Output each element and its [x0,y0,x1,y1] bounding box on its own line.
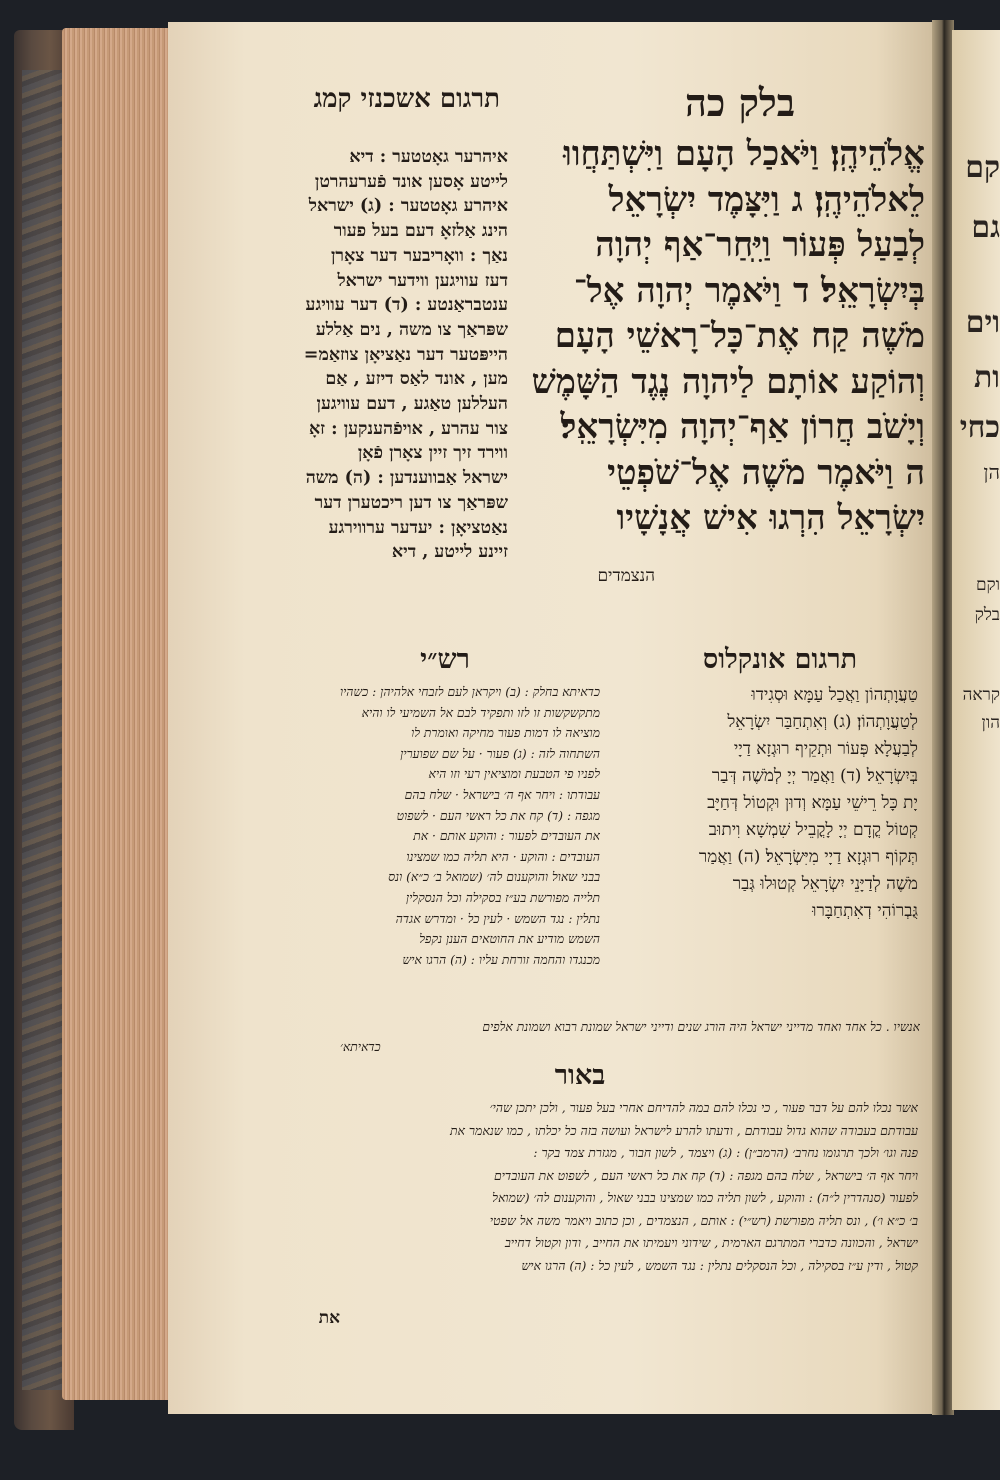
right-page-text: קם [965,150,1000,185]
rashi-line: בבני שאול והוקענום לה׳ (שמואל ב׳ כ״א) ונס [388,870,600,885]
rashi-line: לפניו פי הטבעת ומוציאין רעי וזו היא [428,767,600,782]
yiddish-line: לייטע אָסען אונד פֿערעהרטן [314,171,508,192]
rashi-line: מוציאה לו דמות פעור מחיקה ואומרת לו [411,726,600,741]
rashi-line: נתלין : נגד השמש · לעין כל · ומדרש אגדה [395,911,600,926]
torah-text-block [505,132,925,542]
biur-line: לפעור (סנהדרין ל״ה) : והוקע , לשון תליה כמו שמצינו בבני שאול , והוקענום לה׳ (שמואל [492,1190,918,1205]
rashi-line: השמש מודיע את החוטאים הענן נקפל [419,932,600,947]
right-page-text: הון [981,713,1000,733]
torah-line: יִשְׂרָאֵל הִרְגוּ אִישׁ אֲנָשָׁיו [616,498,925,538]
biur-line: פנה וגו׳ ולכך תרגומו נחרב׳ (הרמב״ן) : (ג) ויצמד , לשון חבור , מגזרת צמד בקר : [533,1145,918,1160]
biur-line: קטול , ודין ע״ז בסקילה , וכל הנסקלים נתלין : נגד השמש , לעין כל : (ה) הרגו איש [521,1257,918,1273]
torah-line: וְיָשֹׁב חֲרוֹן אַף־יְהוָה מִיִּשְׂרָאֵֽל׃ [560,407,925,447]
yiddish-line: מען , אונד לאַס דיזע , אַם [325,369,508,390]
onkelos-line: קְטוֹל קֳדָם יְיָ לָקֳבֵיל שִׁמְשָׁא וִיתוּב [708,820,918,840]
onkelos-heading: תרגום אונקלוס [702,644,858,675]
onkelos-text-block [600,682,918,925]
onkelos-line: טַעֲוָתְהוֹן וַאֲכַל עַמָּא וּסְגִידוּ [751,685,918,705]
torah-line: ה וַיֹּאמֶר מֹשֶׁה אֶל־שֹׁפְטֵי [607,452,925,493]
yiddish-line: הינג אַלזאָ דעם בעל פעור [333,221,508,242]
yiddish-line: נאַך : וואָריבער דער צאָרן [330,245,508,266]
yiddish-line: צור עהרע , אויפֿהענקען : זאָ [308,418,508,439]
yiddish-line: העללען טאַגע , דעם עוויגען [316,394,508,415]
yiddish-line: הייפּטער דער נאַציאָן צוזאַמ= [303,344,508,365]
torah-line: אֱלֹהֵיהֶֽן׃ וַיֹּאכַל הָעָם וַיִּשְׁתַּחֲווּ [563,134,925,174]
rashi-continuation [250,1017,920,1057]
yiddish-line: שפּראַך צו דען ריכטערן דער [314,492,508,513]
biur-line: עבודתם בעבודה שהוא גדול עבודתם , ודעתו להרע לישראל ועושה בזה כל יכלתו , כמו שנאמר את [449,1122,918,1138]
yiddish-line: ווירד זיך זיין צאָרן פֿאָן [357,443,508,464]
rashi-line: את העובדים לפעור : והוקע אותם · את [413,829,600,844]
yiddish-line: איהרע גאָטטער : (ג) ישראל [308,196,508,217]
right-page-text: וקם [975,575,1000,595]
right-page-text: הן [983,460,1000,484]
book-gutter [932,20,954,1415]
rashi-line: השתחוה לזה : (ג) פעור · על שם שפוערין [400,746,600,761]
onkelos-line: לְטַעֲוָתְהוֹן׃ (ג) וְאִתְחַבַּר יִשְׂרָאֵל [727,712,918,732]
onkelos-line: גֻּבְרוֹהִי דְאִתְחַבָּרוּ [812,901,918,921]
onkelos-line: יָת כָּל רֵישֵׁי עַמָּא וְדוּן וּקְטוֹל דְּחַיָּב [707,793,918,813]
biur-line: ישראל , והכוונה כדברי המתרגם הארמית , שידוני ויעמיתו את החייב , ודון וקטול דחייב [504,1235,918,1250]
torah-line: בְּיִשְׂרָאֵֽל׃ ד וַיֹּאמֶר יְהוָה אֶל־ [573,270,925,311]
right-page-text: וים [965,305,1000,340]
right-page-text: קראה [962,685,1000,705]
rashi-line: עבודתו : ויחר אף ה׳ בישראל · שלח בהם [404,787,600,802]
rashi-line: כדאיתא׳ [340,1040,381,1054]
yiddish-line: נאַטציאָן : יעדער ערווירגע [328,517,508,538]
rashi-line: מגפה : (ד) קח את כל ראשי העם · לשפוט [396,808,600,823]
rashi-line: אנשיו . כל אחד ואחד מדייני ישראל היה הורג שנים ודייני ישראל שמונת רבוא ושמונת אלפים [482,1020,920,1034]
biur-line: ב׳ כ״א ו׳) , ונס תליה מפורשת (רש״י) : אותם , הנצמדים , וכן כתוב ויאמר משה אל שפטי [489,1212,918,1228]
torah-line: לֵאלֹהֵיהֶֽן׃ ג וַיִּצָּמֶד יִשְׂרָאֵל [608,179,925,220]
right-page-text: כחי [959,410,1000,445]
rashi-line: העובדים : והוקע · היא תליה כמו שמצינו [406,849,600,864]
targum-page-heading: תרגום אשכנזי קמג [313,84,500,114]
catchword: את [318,1308,340,1328]
page-edges [62,28,170,1400]
onkelos-line: בְּיִשְׂרָאֵל׃ (ד) וַאֲמַר יְיָ לְמֹשֶׁה דְּבַר [711,766,918,786]
torah-line: לְבַעַל פְּעוֹר וַיִּֽחַר־אַף יְהוָה [595,225,925,265]
biur-line: ויחר אף ה׳ בישראל , שלח בהם מגפה : (ד) קח את כל ראשי העם , לשפוט את העובדים [493,1167,918,1183]
rashi-line: מתקשקשות זו לזו ותפקיד לבם אל השמיעי לו והיא [361,705,600,720]
biur-line: אשר נכלו להם על דבר פעור , כי נכלו להם במה להדיחם אחרי בעל פעור , ולכן יתכן שהי׳ [489,1100,918,1115]
rashi-line: מכנגדו והחמה זורחת עליו : (ה) הרגו איש [402,952,600,967]
torah-line: וְהוֹקַע אוֹתָם לַיהוָה נֶגֶד הַשָּׁמֶשׁ [531,361,925,402]
right-page-text: בלק [974,605,1000,625]
yiddish-line: ענטבראַנטע : (ד) דער עוויגע [305,295,508,316]
yiddish-translation-block [255,145,508,565]
rashi-line: תלייה מפורשת בע״ז בסקילה וכל הנסקלין [405,890,600,905]
right-page-text: גם [971,210,1000,245]
yiddish-line: איהרער גאָטטער : דיא [349,147,508,167]
onkelos-line: לְבַעֲלָא פְּעוֹר וּתְקֵיף רוּגְזָא דַיָי [733,739,918,759]
yiddish-line: שפּראַך צו משה , נים אַללע [315,319,508,340]
rashi-line: כדאיתא בחלק : (ב) ויקראן לעם לזבחי אלהיהן : כשהיו [339,685,600,699]
yiddish-line: זיינע לייטע , דיא [391,542,508,563]
rashi-commentary-block [250,682,600,970]
biur-commentary-block [240,1097,918,1277]
torah-line: מֹשֶׁה קַח אֶת־כָּל־רָאשֵׁי הָעָם [554,316,925,356]
biur-heading: באור [554,1060,606,1091]
parsha-page-heading: בלק כה [684,80,796,125]
right-page-text: ות [974,360,1000,395]
torah-marginal-note: הנצמדים [597,566,655,586]
right-page-fragment [952,30,1000,1410]
onkelos-line: תְּקוֹף רוּגְזָא דַיָי מִיִּשְׂרָאֵל׃ (ה) וַאֲמַר [698,847,918,867]
yiddish-line: ישראל אַבווענדען : (ה) משה [305,468,508,489]
yiddish-line: דעז עוויגען ווידער ישראל [337,270,508,291]
onkelos-line: מֹשֶׁה לְדַיָּנֵי יִשְׂרָאֵל קְטוּלוּ גְּבַר [732,874,918,894]
rashi-heading: רש״י [420,644,470,675]
